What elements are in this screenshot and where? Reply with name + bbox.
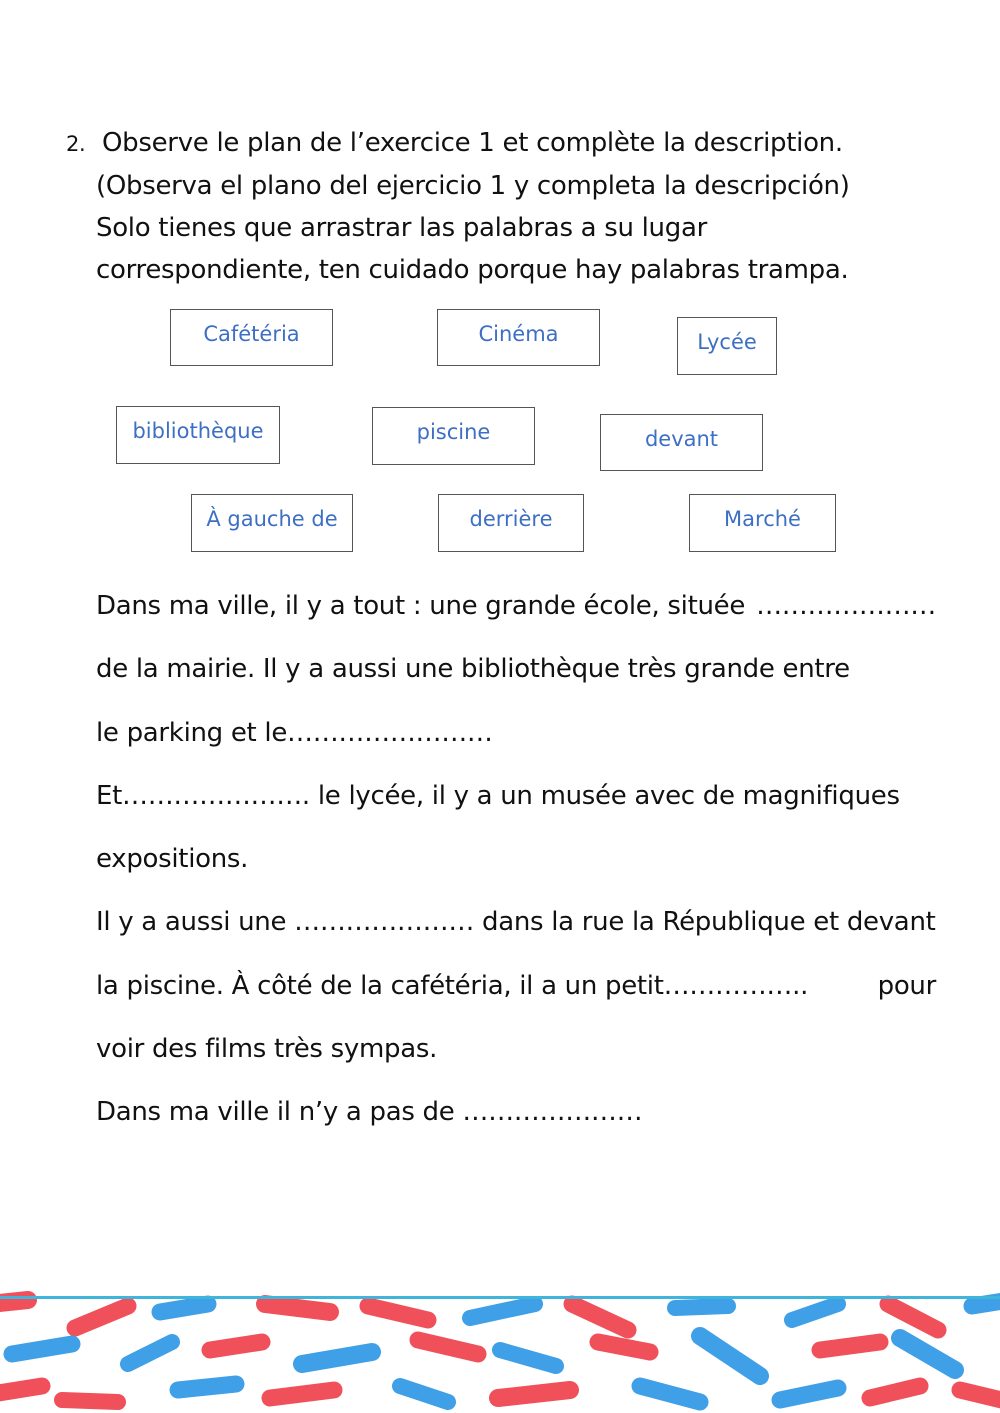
text-line-7 [96,960,936,1023]
text-segment: Et [96,780,123,811]
instructions [66,122,946,291]
blank-2[interactable]: …………………… [287,717,493,748]
text-segment: le parking et le [96,717,288,748]
blank-1[interactable]: ………………… [756,591,936,621]
word-cafeteria[interactable]: Cafétéria [170,309,333,366]
instruction-line-1 [66,122,946,165]
decorative-brush-border [0,1290,1000,1413]
text-segment: la piscine. À côté de la cafétéria, il a un petit [96,970,664,1001]
exercise-number: 2. [66,132,86,156]
text-segment: dans la rue la République et devant [482,907,936,938]
text-segment: le lycée, il y a un musée avec de magnifiques [317,780,900,811]
text-line-6 [96,896,936,959]
text-segment: Dans ma ville, il y a tout : une grande école, située [96,591,746,621]
blank-4[interactable]: ………………… [294,907,475,938]
word-lycee[interactable]: Lycée [677,317,777,375]
blank-3[interactable]: …………………. [122,780,310,811]
word-cinema[interactable]: Cinéma [437,309,600,366]
word-derriere[interactable]: derrière [438,494,584,552]
blank-5[interactable]: …………….. [663,970,809,1001]
text-line-3 [96,707,936,770]
text-segment: Dans ma ville il n’y a pas de [96,1097,455,1128]
instruction-text-fr: Observe le plan de l’exercice 1 et complète la description. [102,128,843,158]
text-line-5: expositions. [96,844,249,875]
text-line-8: voir des films très sympas. [96,1034,438,1065]
text-segment: Il y a aussi une [96,907,287,938]
brush-strokes-icon [0,1290,1000,1413]
word-devant[interactable]: devant [600,414,763,471]
text-line-4 [96,770,936,833]
border-top-line [0,1296,1000,1299]
instruction-line-3: Solo tienes que arrastrar las palabras a su lugar [96,213,707,243]
blank-6[interactable]: ………………… [462,1097,643,1128]
text-line-1 [96,580,936,643]
word-marche[interactable]: Marché [689,494,836,552]
instruction-line-4: correspondiente, ten cuidado porque hay palabras trampa. [96,255,849,285]
word-bibliotheque[interactable]: bibliothèque [116,406,280,464]
text-line-9 [96,1086,936,1149]
instruction-line-2: (Observa el plano del ejercicio 1 y completa la descripción) [96,171,850,201]
text-segment: pour [877,970,936,1001]
word-a-gauche-de[interactable]: À gauche de [191,494,353,552]
word-piscine[interactable]: piscine [372,407,535,465]
description-text [96,580,936,1150]
text-line-2: de la mairie. Il y a aussi une bibliothèque très grande entre [96,654,850,685]
